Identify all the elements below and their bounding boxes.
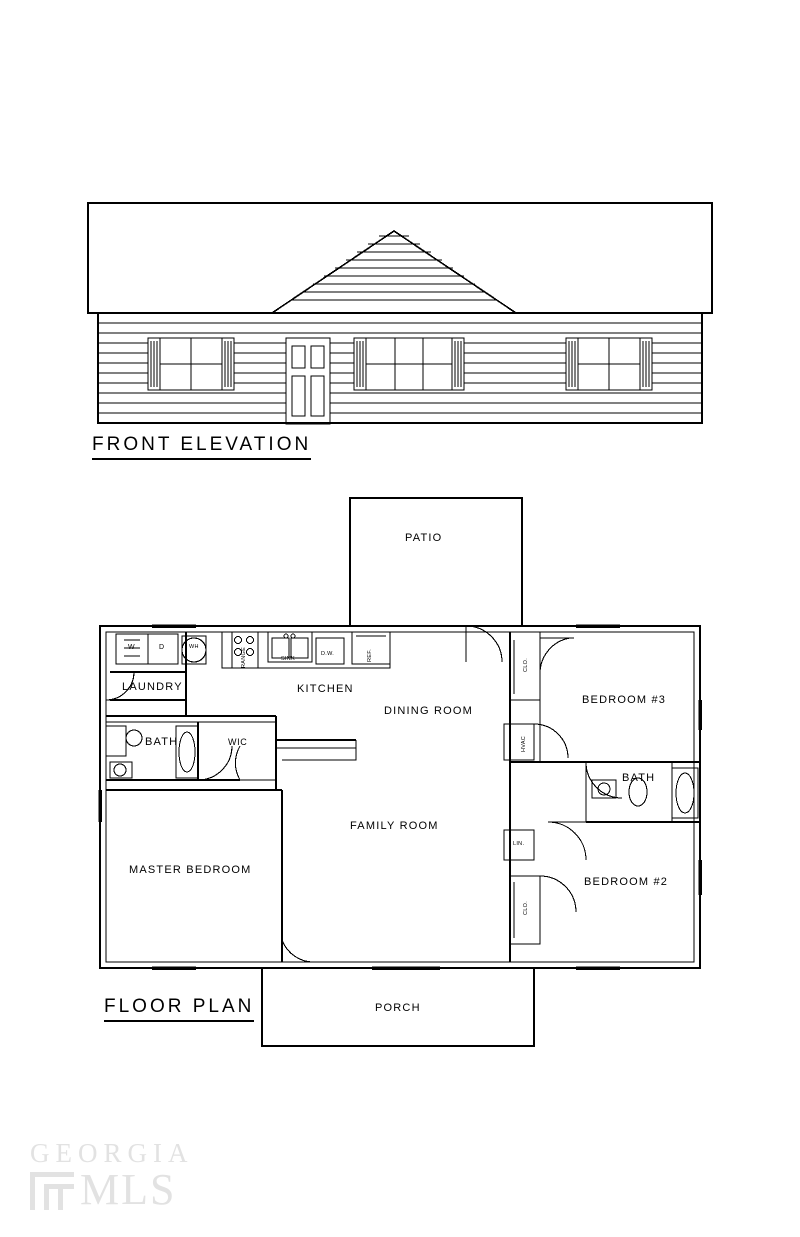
fixture-label-water-heater: WH: [189, 644, 199, 650]
floorplan-group: [100, 498, 700, 1046]
room-label-master-bedroom: MASTER BEDROOM: [129, 864, 252, 876]
room-label-master-bath: BATH: [145, 736, 179, 748]
room-label-dining-room: DINING ROOM: [384, 705, 473, 717]
watermark-bottom-text: MLS: [80, 1165, 177, 1214]
fixture-label-linen: LIN.: [513, 841, 525, 847]
watermark-top-text: GEORGIA: [30, 1138, 194, 1168]
floor-plan-title: FLOOR PLAN: [104, 996, 254, 1022]
room-label-hall-bath: BATH: [622, 772, 656, 784]
fixture-label-hvac: HVAC: [521, 735, 527, 752]
fixture-label-dishwasher: D.W.: [321, 651, 335, 657]
georgia-mls-watermark: [30, 1138, 194, 1212]
fixture-label-closet-bedroom2: CLO.: [523, 900, 529, 915]
front-elevation-title: FRONT ELEVATION: [92, 434, 311, 460]
fixture-label-refrigerator: REF.: [367, 648, 373, 662]
room-label-wic: WIC: [228, 737, 248, 747]
room-label-patio: PATIO: [405, 532, 443, 544]
room-label-bedroom-2: BEDROOM #2: [584, 876, 669, 888]
fixture-label-washer: W: [128, 644, 136, 651]
room-label-bedroom-3: BEDROOM #3: [582, 694, 667, 706]
fixture-label-dryer: D: [159, 644, 165, 651]
fixture-label-range: RANGE: [241, 646, 247, 668]
room-label-laundry: LAUNDRY: [122, 681, 183, 693]
mls-logo-icon: [30, 1170, 74, 1210]
room-label-family-room: FAMILY ROOM: [350, 820, 439, 832]
room-label-porch: PORCH: [375, 1002, 421, 1014]
fixture-label-closet-bedroom3: CLO.: [523, 657, 529, 672]
fixture-label-sink: SINK: [281, 656, 296, 662]
room-label-kitchen: KITCHEN: [297, 683, 354, 695]
watermark-bottom-row: [30, 1165, 194, 1214]
elevation-group: [88, 203, 712, 424]
